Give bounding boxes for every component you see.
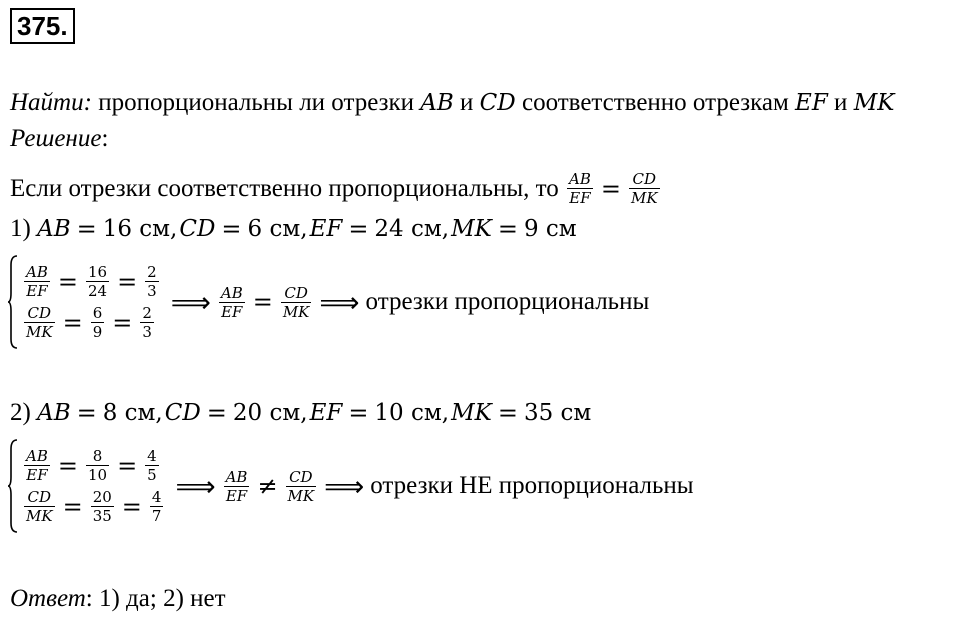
fraction-numerator: AB [220, 283, 243, 302]
fraction-numerator: CD [284, 283, 308, 302]
fraction-numerator: AB [26, 263, 48, 281]
fraction [219, 284, 245, 321]
case2-val-mk: 35 см [523, 400, 592, 426]
answer-label: Ответ [10, 585, 86, 612]
fraction-numerator: 16 [87, 263, 108, 281]
case1-var-cd: CD [179, 216, 216, 242]
case2-row2 [22, 488, 165, 525]
fraction [91, 488, 114, 525]
case1-var-ab: AB [37, 216, 71, 242]
fraction-denominator: EF [26, 282, 48, 300]
fraction [24, 488, 55, 525]
case2-val-cd: 20 см, [232, 400, 308, 426]
implies-arrow-icon: ⟹ [175, 469, 216, 503]
equals-sign: = [348, 215, 369, 243]
fraction-denominator: 10 [87, 466, 108, 484]
fraction-numerator: 4 [147, 447, 157, 465]
fraction-numerator: 2 [147, 263, 157, 281]
equals-sign: = [76, 215, 97, 243]
fraction-denominator: EF [569, 189, 591, 207]
fraction [140, 304, 154, 341]
answer-text: : 1) да; 2) нет [85, 585, 226, 612]
equals-sign: = [62, 492, 83, 521]
find-line [10, 88, 894, 118]
problem-number: 375. [10, 8, 75, 44]
fraction-denominator: MK [26, 323, 53, 341]
fraction-numerator: AB [569, 170, 591, 188]
fraction-numerator: CD [289, 467, 313, 486]
case2-var-ab: AB [37, 400, 71, 426]
case2-given [10, 398, 591, 428]
case1-var-mk: MK [451, 216, 492, 242]
fraction [91, 304, 105, 341]
find-ef: EF [795, 90, 828, 116]
equals-sign: = [112, 308, 133, 337]
left-brace [8, 439, 18, 533]
find-label: Найти: [10, 89, 92, 116]
relation-sign: ≠ [257, 472, 278, 500]
fraction-numerator: AB [26, 447, 48, 465]
fraction-denominator: 35 [92, 507, 112, 525]
find-mk: MK [853, 90, 895, 116]
find-text-2: соответственно отрезкам [515, 89, 796, 116]
case1-val-cd: 6 см, [247, 216, 308, 242]
equals-sign: = [117, 451, 138, 480]
case2-val-ab: 8 см, [102, 400, 163, 426]
fraction-numerator: 8 [92, 447, 103, 465]
rule-fraction-right [629, 170, 660, 207]
find-and-1: и [453, 89, 480, 116]
left-brace [8, 255, 18, 349]
fraction-numerator: 6 [92, 304, 103, 322]
equals-sign: = [348, 399, 369, 427]
case2-conclusion: отрезки НЕ пропорциональны [370, 472, 694, 499]
case1-conclusion-group [165, 284, 650, 321]
fraction-denominator: MK [26, 507, 53, 525]
rule-line [10, 170, 662, 207]
find-cd: CD [479, 90, 516, 116]
fraction [145, 447, 159, 484]
fraction-denominator: EF [26, 466, 48, 484]
case1-val-ab: 16 см, [102, 216, 178, 242]
fraction-numerator: AB [225, 467, 248, 486]
fraction [150, 488, 164, 525]
implies-arrow-icon: ⟹ [319, 285, 360, 319]
case1-row1 [22, 263, 161, 300]
equals-sign: = [600, 174, 621, 203]
fraction-numerator: CD [27, 304, 52, 322]
equals-sign: = [121, 492, 142, 521]
solution-colon: : [101, 125, 109, 152]
solution-line [10, 124, 108, 154]
fraction-denominator: 24 [87, 282, 108, 300]
equals-sign: = [497, 215, 518, 243]
implies-arrow-icon: ⟹ [170, 285, 211, 319]
case2-system [8, 439, 694, 533]
fraction-denominator: 5 [147, 466, 157, 484]
fraction-denominator: 3 [147, 282, 157, 300]
equals-sign: = [57, 267, 78, 296]
fraction [86, 263, 109, 300]
fraction [145, 263, 159, 300]
fraction [24, 263, 50, 300]
fraction-denominator: EF [221, 302, 243, 321]
fraction-denominator: 3 [142, 323, 152, 341]
find-and-2: и [827, 89, 854, 116]
fraction-numerator: CD [27, 488, 52, 506]
rule-text: Если отрезки соответственно пропорциональны, то [10, 174, 565, 202]
fraction-denominator: MK [630, 189, 658, 207]
fraction-denominator: MK [282, 302, 310, 321]
fraction [224, 468, 250, 505]
relation-sign: = [252, 288, 273, 316]
rule-fraction-left [567, 170, 593, 207]
fraction-denominator: 9 [92, 323, 103, 341]
case2-row1 [22, 447, 165, 484]
equals-sign: = [497, 399, 518, 427]
case1-val-ef: 24 см, [374, 216, 450, 242]
fraction [286, 468, 317, 505]
case2-var-cd: CD [164, 400, 201, 426]
answer-line [10, 584, 226, 614]
case2-conclusion-group [169, 468, 693, 505]
equals-sign: = [76, 399, 97, 427]
case1-given [10, 214, 577, 244]
fraction [24, 447, 50, 484]
fraction [281, 284, 312, 321]
case1-var-ef: EF [309, 216, 343, 242]
case1-row2 [22, 304, 161, 341]
case2-var-ef: EF [309, 400, 343, 426]
case1-conclusion: отрезки пропорциональны [365, 288, 650, 315]
fraction-denominator: 7 [151, 507, 162, 525]
case2-val-ef: 10 см, [374, 400, 450, 426]
fraction-numerator: CD [632, 170, 657, 188]
equals-sign: = [57, 451, 78, 480]
equals-sign: = [62, 308, 83, 337]
fraction-denominator: MK [287, 486, 315, 505]
case1-val-mk: 9 см [523, 216, 577, 242]
find-text-1: пропорциональны ли отрезки [91, 89, 421, 116]
fraction [86, 447, 109, 484]
case1-prefix: 1) [10, 215, 38, 242]
fraction-denominator: EF [225, 486, 248, 505]
case2-var-mk: MK [451, 400, 492, 426]
solution-label: Решение [10, 125, 102, 152]
fraction [24, 304, 55, 341]
fraction-numerator: 20 [92, 488, 112, 506]
case1-system [8, 255, 649, 349]
fraction-numerator: 2 [142, 304, 152, 322]
case2-prefix: 2) [10, 399, 38, 426]
equals-sign: = [221, 215, 242, 243]
find-ab: AB [420, 90, 454, 116]
implies-arrow-icon: ⟹ [324, 469, 365, 503]
fraction-numerator: 4 [151, 488, 162, 506]
equals-sign: = [206, 399, 227, 427]
equals-sign: = [117, 267, 138, 296]
